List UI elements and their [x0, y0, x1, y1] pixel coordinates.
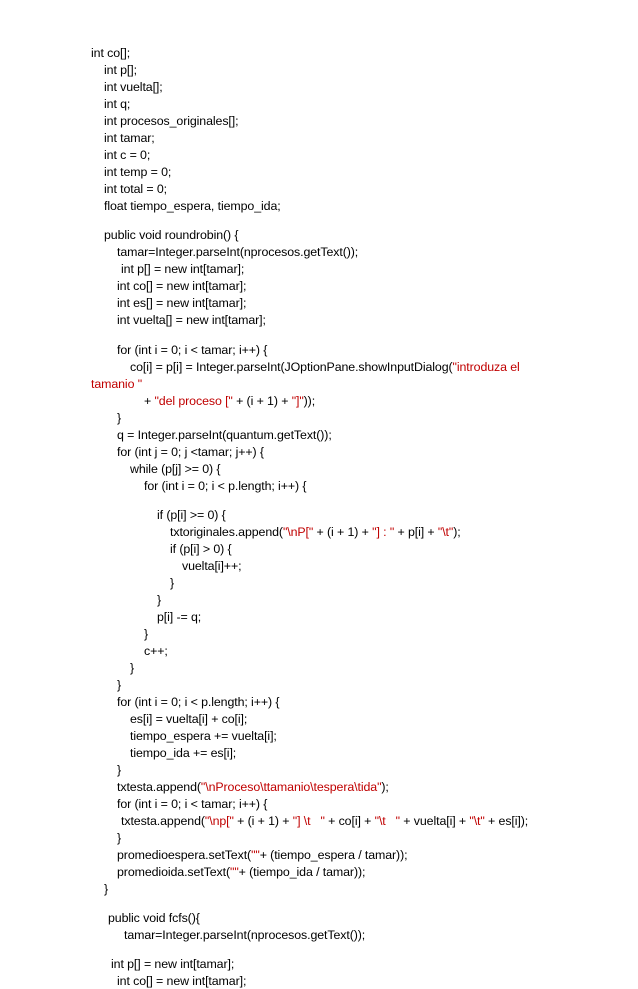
- code-text: );: [453, 525, 461, 539]
- code-text: q = Integer.parseInt(quantum.getText());: [117, 428, 332, 442]
- code-line: [117, 780, 389, 795]
- code-text: float tiempo_espera, tiempo_ida;: [104, 199, 281, 213]
- code-text: int es[] = new int[tamar];: [117, 296, 247, 310]
- code-line: [130, 746, 236, 761]
- code-text: int c = 0;: [104, 148, 151, 162]
- code-text: if (p[i] > 0) {: [170, 542, 232, 556]
- code-line: [117, 296, 246, 311]
- code-text: tamar=Integer.parseInt(nprocesos.getText());: [117, 245, 359, 259]
- code-line: [117, 848, 407, 863]
- code-text: + (i + 1) +: [233, 814, 293, 828]
- string-literal: "\t": [469, 814, 485, 828]
- string-literal: "": [251, 848, 260, 862]
- code-text: promedioespera.setText(: [117, 848, 252, 862]
- code-line: [144, 627, 148, 642]
- string-literal: tamanio ": [91, 377, 143, 391]
- code-text: + p[i] +: [394, 525, 438, 539]
- code-line: [130, 729, 277, 744]
- code-line: [117, 974, 246, 989]
- code-line: [108, 911, 200, 926]
- code-line: [104, 148, 150, 163]
- code-text: }: [157, 593, 162, 607]
- code-line: [117, 445, 264, 460]
- string-literal: "introduza el: [452, 360, 520, 374]
- string-literal: "del proceso [": [154, 394, 233, 408]
- code-line: [104, 114, 238, 129]
- code-line: [130, 360, 520, 375]
- code-line: [157, 610, 201, 625]
- code-line: [104, 882, 108, 897]
- code-line: [117, 343, 267, 358]
- code-text: txtesta.append(: [117, 780, 201, 794]
- string-literal: "]": [291, 394, 304, 408]
- code-text: }: [130, 661, 135, 675]
- code-text: + (tiempo_espera / tamar));: [259, 848, 408, 862]
- code-text: + (i + 1) +: [313, 525, 373, 539]
- code-line: [104, 165, 171, 180]
- code-text: int total = 0;: [104, 182, 168, 196]
- code-text: int co[] = new int[tamar];: [117, 974, 247, 988]
- code-line: [170, 525, 461, 540]
- code-text: tamar=Integer.parseInt(nprocesos.getText());: [124, 928, 366, 942]
- code-line: [117, 831, 121, 846]
- code-text: + es[i]);: [484, 814, 529, 828]
- code-text: ));: [303, 394, 316, 408]
- code-text: while (p[j] >= 0) {: [130, 462, 221, 476]
- code-line: [104, 182, 167, 197]
- code-text: co[i] = p[i] = Integer.parseInt(JOptionPane.showInputDialog(: [130, 360, 453, 374]
- string-literal: "] : ": [372, 525, 395, 539]
- code-text: }: [117, 411, 122, 425]
- string-literal: "\nP[": [282, 525, 314, 539]
- code-text: for (int i = 0; i < p.length; i++) {: [144, 479, 307, 493]
- code-text: int q;: [104, 97, 131, 111]
- string-literal: "\nProceso\ttamanio\tespera\tida": [200, 780, 382, 794]
- code-text: int tamar;: [104, 131, 155, 145]
- code-line: [117, 411, 121, 426]
- code-text: for (int i = 0; i < tamar; i++) {: [117, 797, 268, 811]
- code-text: if (p[i] >= 0) {: [157, 508, 226, 522]
- code-text: es[i] = vuelta[i] + co[i];: [130, 712, 248, 726]
- code-text: }: [170, 576, 175, 590]
- code-line: [91, 377, 142, 392]
- code-text: public void fcfs(){: [108, 911, 200, 925]
- code-line: [117, 279, 246, 294]
- code-line: [124, 928, 365, 943]
- code-line: [117, 678, 121, 693]
- code-text: + (tiempo_ida / tamar));: [238, 865, 366, 879]
- code-line: [104, 228, 238, 243]
- code-text: tiempo_espera += vuelta[i];: [130, 729, 277, 743]
- code-text: int p[];: [104, 63, 137, 77]
- code-line: [91, 46, 130, 61]
- code-text: vuelta[i]++;: [182, 559, 242, 573]
- string-literal: "] \t ": [292, 814, 325, 828]
- code-line: [144, 644, 168, 659]
- string-literal: "\t ": [374, 814, 400, 828]
- code-line: [144, 479, 306, 494]
- code-line: [117, 313, 266, 328]
- code-text: }: [144, 627, 149, 641]
- code-text: }: [117, 678, 122, 692]
- code-text: int procesos_originales[];: [104, 114, 239, 128]
- string-literal: "\t": [437, 525, 454, 539]
- code-line: [104, 97, 130, 112]
- code-text: }: [117, 763, 122, 777]
- code-text: int vuelta[];: [104, 80, 163, 94]
- code-text: +: [144, 394, 155, 408]
- code-text: + (i + 1) +: [232, 394, 292, 408]
- code-text: );: [381, 780, 389, 794]
- code-line: [170, 542, 232, 557]
- code-text: for (int i = 0; i < tamar; i++) {: [117, 343, 268, 357]
- code-text: int p[] = new int[tamar];: [111, 957, 235, 971]
- code-text: }: [117, 831, 122, 845]
- string-literal: "": [230, 865, 239, 879]
- code-text: int co[];: [91, 46, 131, 60]
- code-text: txtoriginales.append(: [170, 525, 283, 539]
- code-line: [157, 593, 161, 608]
- code-line: [117, 428, 332, 443]
- code-line: [121, 262, 244, 277]
- code-line: [117, 695, 279, 710]
- string-literal: "\np[": [204, 814, 234, 828]
- code-text: int p[] = new int[tamar];: [121, 262, 245, 276]
- code-line: [104, 80, 163, 95]
- code-text: }: [104, 882, 109, 896]
- code-line: [104, 131, 155, 146]
- code-text: + co[i] +: [324, 814, 375, 828]
- code-text: p[i] -= q;: [157, 610, 202, 624]
- code-line: [117, 763, 121, 778]
- code-text: tiempo_ida += es[i];: [130, 746, 237, 760]
- code-line: [170, 576, 174, 591]
- code-text: promedioida.setText(: [117, 865, 231, 879]
- code-line: [117, 865, 365, 880]
- code-line: [111, 957, 234, 972]
- code-line: [121, 814, 528, 829]
- code-line: [144, 394, 315, 409]
- code-text: int co[] = new int[tamar];: [117, 279, 247, 293]
- code-text: for (int j = 0; j <tamar; j++) {: [117, 445, 264, 459]
- code-text: int vuelta[] = new int[tamar];: [117, 313, 266, 327]
- code-text: public void roundrobin() {: [104, 228, 239, 242]
- code-text: for (int i = 0; i < p.length; i++) {: [117, 695, 280, 709]
- code-line: [130, 462, 220, 477]
- code-line: [182, 559, 241, 574]
- code-line: [130, 712, 247, 727]
- code-line: [130, 661, 134, 676]
- code-line: [104, 199, 281, 214]
- code-text: int temp = 0;: [104, 165, 172, 179]
- code-text: c++;: [144, 644, 168, 658]
- code-text: txtesta.append(: [121, 814, 205, 828]
- code-line: [117, 245, 358, 260]
- code-line: [104, 63, 137, 78]
- code-line: [157, 508, 226, 523]
- code-text: + vuelta[i] +: [399, 814, 470, 828]
- code-line: [117, 797, 267, 812]
